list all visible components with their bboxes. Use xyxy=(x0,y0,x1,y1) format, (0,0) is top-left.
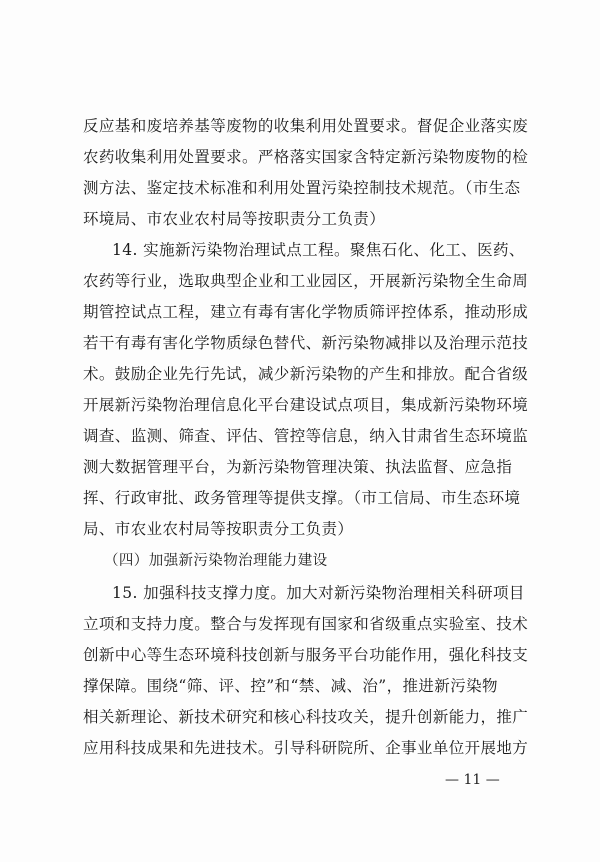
text-line: 调查、监测、筛查、评估、管控等信息，纳入甘肃省生态环境监 xyxy=(83,427,529,445)
page-number: — 11 — xyxy=(445,772,500,788)
text-line: 期管控试点工程，建立有毒有害化学物质筛评控体系，推动形成 xyxy=(83,303,529,321)
text-line: 相关新理论、新技术研究和核心科技攻关，提升创新能力，推广 xyxy=(83,708,529,726)
paragraph-14-first-line: 14. 实施新污染物治理试点工程。聚焦石化、化工、医药、 xyxy=(112,241,525,259)
text-line: 反应基和废培养基等废物的收集利用处置要求。督促企业落实废 xyxy=(83,117,529,135)
paragraph-15-first-line: 15. 加强科技支撑力度。加大对新污染物治理相关科研项目 xyxy=(112,584,525,602)
text-line: 术。鼓励企业先行先试，减少新污染物的产生和排放。配合省级 xyxy=(83,365,529,383)
text-line: 撑保障。围绕“筛、评、控”和“禁、减、治”，推进新污染物 xyxy=(83,677,498,695)
text-line: 若干有毒有害化学物质绿色替代、新污染物减排以及治理示范技 xyxy=(83,334,529,352)
text-line: 环境局、市农业农村局等按职责分工负责） xyxy=(83,210,386,228)
text-line: 挥、行政审批、政务管理等提供支撑。（市工信局、市生态环境 xyxy=(83,489,521,507)
text-line: 测大数据管理平台，为新污染物管理决策、执法监督、应急指 xyxy=(83,458,513,476)
text-line: 开展新污染物治理信息化平台建设试点项目，集成新污染物环境 xyxy=(83,396,529,414)
text-line: 农药收集利用处置要求。严格落实国家含特定新污染物废物的检 xyxy=(83,148,529,166)
text-line: 应用科技成果和先进技术。引导科研院所、企事业单位开展地方 xyxy=(83,739,529,757)
section-heading: （四）加强新污染物治理能力建设 xyxy=(104,553,328,569)
text-line: 立项和支持力度。整合与发挥现有国家和省级重点实验室、技术 xyxy=(83,615,529,633)
text-line: 测方法、鉴定技术标准和利用处置污染控制技术规范。（市生态 xyxy=(83,179,521,197)
text-line: 农药等行业，选取典型企业和工业园区，开展新污染物全生命周 xyxy=(83,272,529,290)
text-line: 创新中心等生态环境科技创新与服务平台功能作用，强化科技支 xyxy=(83,646,529,664)
text-line: 局、市农业农村局等按职责分工负责） xyxy=(83,520,354,538)
